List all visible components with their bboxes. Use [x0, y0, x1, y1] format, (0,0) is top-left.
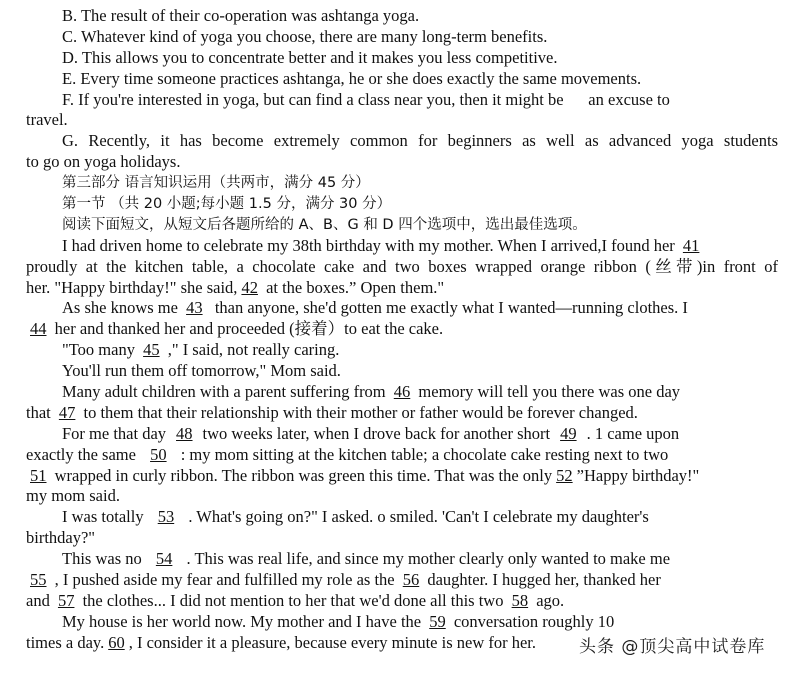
blank-46[interactable]: 46: [393, 382, 411, 402]
passage-line: 55 , I pushed aside my fear and fulfilled my role as the 56 daughter. I hugged her, thanked her: [26, 570, 778, 591]
option-f-cont: travel.: [26, 110, 68, 130]
option-e: E. Every time someone practices ashtanga, he or she does exactly the same movements.: [62, 68, 642, 88]
passage-line: For me that day 48 two weeks later, when I drove back for another short 49 . 1 came upon: [62, 423, 680, 443]
passage-line: and 57 the clothes... I did not mention to her that we'd done all this two 58 ago.: [26, 590, 565, 610]
passage-line: I had driven home to celebrate my 38th birthday with my mother. When I arrived,I found her 41: [26, 236, 778, 257]
blank-59[interactable]: 59: [429, 611, 446, 631]
passage-line: "Too many 45 ," I said, not really caring.: [62, 340, 340, 360]
blank-60[interactable]: 60: [108, 632, 125, 652]
passage-line: birthday?": [26, 528, 96, 548]
blank-56[interactable]: 56: [402, 570, 420, 590]
blank-58[interactable]: 58: [511, 590, 529, 610]
section-heading: 第三部分 语言知识运用（共两市，满分 45 分）: [62, 175, 370, 192]
passage-line: my mom said.: [26, 486, 120, 506]
passage-line: that 47 to them that their relationship with their mother or father would be forever changed.: [26, 402, 638, 422]
blank-51[interactable]: 51: [30, 465, 47, 485]
option-g: G. Recently, it has become extremely common for beginners as well as advanced yoga students: [62, 131, 778, 151]
instructions: 阅读下面短文，从短文后各题所给的 A、B、G 和 D 四个选项中，选出最佳选项。: [62, 216, 587, 233]
blank-44[interactable]: 44: [30, 319, 47, 339]
passage-line: 44 her and thanked her and proceeded (接着）to eat the cake.: [26, 319, 778, 340]
passage-line: 51 wrapped in curly ribbon. The ribbon was green this time. That was the only 52 ”Happy birthday!": [26, 466, 778, 487]
exam-page: [26, 6, 778, 654]
option-g-cont: to go on yoga holidays.: [26, 152, 181, 172]
passage-line: her. "Happy birthday!" she said, 42 at the boxes.” Open them.": [26, 277, 445, 297]
blank-57[interactable]: 57: [57, 590, 75, 610]
passage-line: As she knows me 43 than anyone, she'd gotten me exactly what I wanted—running clothes. I: [62, 298, 688, 318]
blank-41[interactable]: 41: [682, 235, 700, 255]
subsection-heading: 第一节 （共 20 小题;每小题 1.5 分，满分 30 分）: [62, 196, 392, 213]
passage-line: proudly at the kitchen table, a chocolate cake and two boxes wrapped orange ribbon (丝带)in front of: [26, 256, 778, 276]
passage-line: My house is her world now. My mother and I have the 59 conversation roughly 10: [62, 611, 615, 631]
option-d: D. This allows you to concentrate better and it makes you less competitive.: [62, 47, 558, 67]
blank-42[interactable]: 42: [241, 277, 258, 297]
blank-54[interactable]: 54: [155, 549, 173, 569]
option-b: B. The result of their co-operation was ashtanga yoga.: [62, 6, 420, 25]
blank-47[interactable]: 47: [58, 402, 76, 422]
blank-49[interactable]: 49: [560, 423, 577, 443]
blank-53[interactable]: 53: [157, 507, 175, 527]
blank-52[interactable]: 52: [556, 465, 573, 485]
passage-line: I was totally 53 . What's going on?" I asked. o smiled. 'Can't I celebrate my daughter's: [62, 507, 649, 527]
passage-line: This was no 54 . This was real life, and since my mother clearly only wanted to make me: [62, 549, 671, 569]
passage-line: You'll run them off tomorrow," Mom said.: [62, 361, 341, 381]
blank-43[interactable]: 43: [186, 298, 203, 318]
blank-50[interactable]: 50: [150, 444, 167, 464]
blank-55[interactable]: 55: [30, 570, 47, 590]
blank-48[interactable]: 48: [176, 423, 193, 443]
option-f: F. If you're interested in yoga, but can find a class near you, then it might be an excuse to: [62, 89, 670, 109]
passage-line: exactly the same 50 : my mom sitting at the kitchen table; a chocolate cake resting next to two: [26, 444, 669, 464]
option-c: C. Whatever kind of yoga you choose, there are many long-term benefits.: [62, 26, 548, 46]
blank-45[interactable]: 45: [143, 340, 160, 360]
watermark: 头条 @顶尖高中试卷库: [579, 637, 766, 657]
passage-line: Many adult children with a parent suffering from 46 memory will tell you there was one day: [62, 382, 681, 402]
passage-line: times a day. 60 , I consider it a pleasure, because every minute is new for her.: [26, 632, 537, 652]
